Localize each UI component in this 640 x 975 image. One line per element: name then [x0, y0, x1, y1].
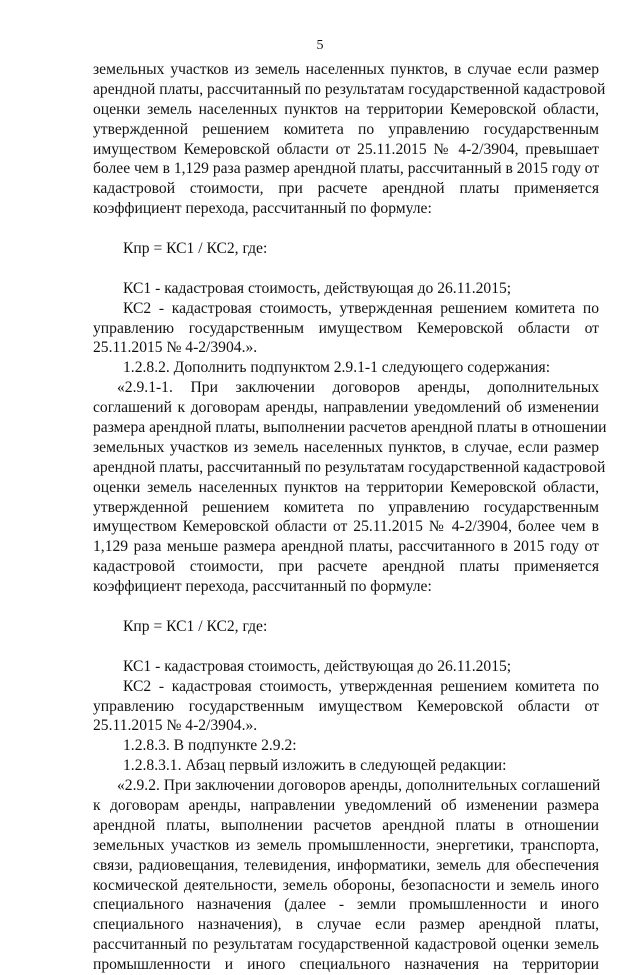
- text-line: КС2 - кадастровая стоимость, утвержденная решением комитета по: [123, 677, 599, 695]
- text-line: утвержденной решением комитета по управлению государственным: [93, 498, 599, 516]
- text-line: 25.11.2015 № 4-2/3904.».: [93, 339, 258, 357]
- blank-line: [93, 219, 599, 239]
- text-line: имуществом Кемеровской области от 25.11.2015 № 4-2/3904, более чем в: [93, 518, 599, 536]
- text-line: управлению государственным имуществом Кемеровской области от: [93, 319, 599, 337]
- text-line: 1.2.8.3. В подпункте 2.9.2:: [123, 737, 297, 755]
- text-line: специального назначения (далее - земли промышленности и иного: [93, 896, 599, 914]
- text-line: кадастровой стоимости, при расчете арендной платы применяется: [93, 558, 599, 576]
- blank-line: [93, 637, 599, 657]
- text-line: КС2 - кадастровая стоимость, утвержденная решением комитета по: [123, 299, 599, 317]
- text-line: утвержденной решением комитета по управлению государственным: [93, 120, 599, 138]
- text-line: 1,129 раза меньше размера арендной платы, рассчитанного в 2015 году от: [93, 538, 599, 556]
- text-line: специального назначения), в случае если размер арендной платы,: [93, 916, 599, 934]
- text-line: 1.2.8.2. Дополнить подпунктом 2.9.1-1 следующего содержания:: [123, 359, 551, 377]
- text-line: арендной платы, рассчитанный по результатам государственной кадастровой: [93, 80, 606, 98]
- text-line: арендной платы, рассчитанный по результатам государственной кадастровой: [93, 458, 606, 476]
- text-line: 1.2.8.3.1. Абзац первый изложить в следующей редакции:: [123, 757, 507, 775]
- text-line: рассчитанный по результатам государственной кадастровой оценки земель: [93, 936, 599, 954]
- text-line: 25.11.2015 № 4-2/3904.».: [93, 717, 258, 735]
- text-line: оценки земель населенных пунктов на территории Кемеровской области,: [93, 478, 599, 496]
- text-line: оценки земель населенных пунктов на территории Кемеровской области,: [93, 100, 599, 118]
- document-body: [93, 60, 607, 975]
- text-line: кадастровой стоимости, при расчете арендной платы применяется: [93, 180, 599, 198]
- text-line: арендной платы, выполнении расчетов арендной платы в отношении: [93, 816, 599, 834]
- text-line: соглашений к договорам аренды, направлении уведомлений об изменении: [93, 399, 599, 417]
- text-line: имуществом Кемеровской области от 25.11.2015 № 4-2/3904, превышает: [93, 140, 599, 158]
- text-line: связи, радиовещания, телевидения, информатики, земель для обеспечения: [93, 856, 599, 874]
- text-line: более чем в 1,129 раза размер арендной платы, рассчитанный в 2015 году от: [93, 160, 600, 178]
- text-line: КС1 - кадастровая стоимость, действующая до 26.11.2015;: [123, 657, 512, 675]
- text-line: земельных участков из земель населенных пунктов, в случае если размер: [93, 61, 599, 78]
- text-line: к договорам аренды, направлении уведомлений об изменении размера: [93, 796, 599, 814]
- text-line: Кпр = КС1 / КС2, где:: [123, 240, 268, 258]
- text-line: коэффициент перехода, рассчитанный по формуле:: [93, 200, 432, 218]
- text-line: «2.9.1-1. При заключении договоров аренды, дополнительных: [117, 379, 599, 397]
- text-line: коэффициент перехода, рассчитанный по формуле:: [93, 578, 432, 596]
- text-line: земельных участков из земель промышленности, энергетики, транспорта,: [93, 836, 599, 854]
- text-line: Кпр = КС1 / КС2, где:: [123, 617, 268, 635]
- text-line: управлению государственным имуществом Кемеровской области от: [93, 697, 599, 715]
- text-line: размера арендной платы, выполнении расчетов арендной платы в отношении: [93, 419, 607, 437]
- text-line: промышленности и иного специального назначения на территории: [93, 956, 599, 974]
- page-number: 5: [316, 38, 324, 53]
- text-line: космической деятельности, земель обороны, безопасности и земель иного: [93, 876, 599, 894]
- text-line: КС1 - кадастровая стоимость, действующая до 26.11.2015;: [123, 279, 512, 297]
- text-line: земельных участков из земель населенных пунктов, в случае, если размер: [93, 438, 599, 456]
- blank-line: [93, 259, 599, 279]
- blank-line: [93, 597, 599, 617]
- text-line: «2.9.2. При заключении договоров аренды, дополнительных соглашений: [117, 777, 601, 795]
